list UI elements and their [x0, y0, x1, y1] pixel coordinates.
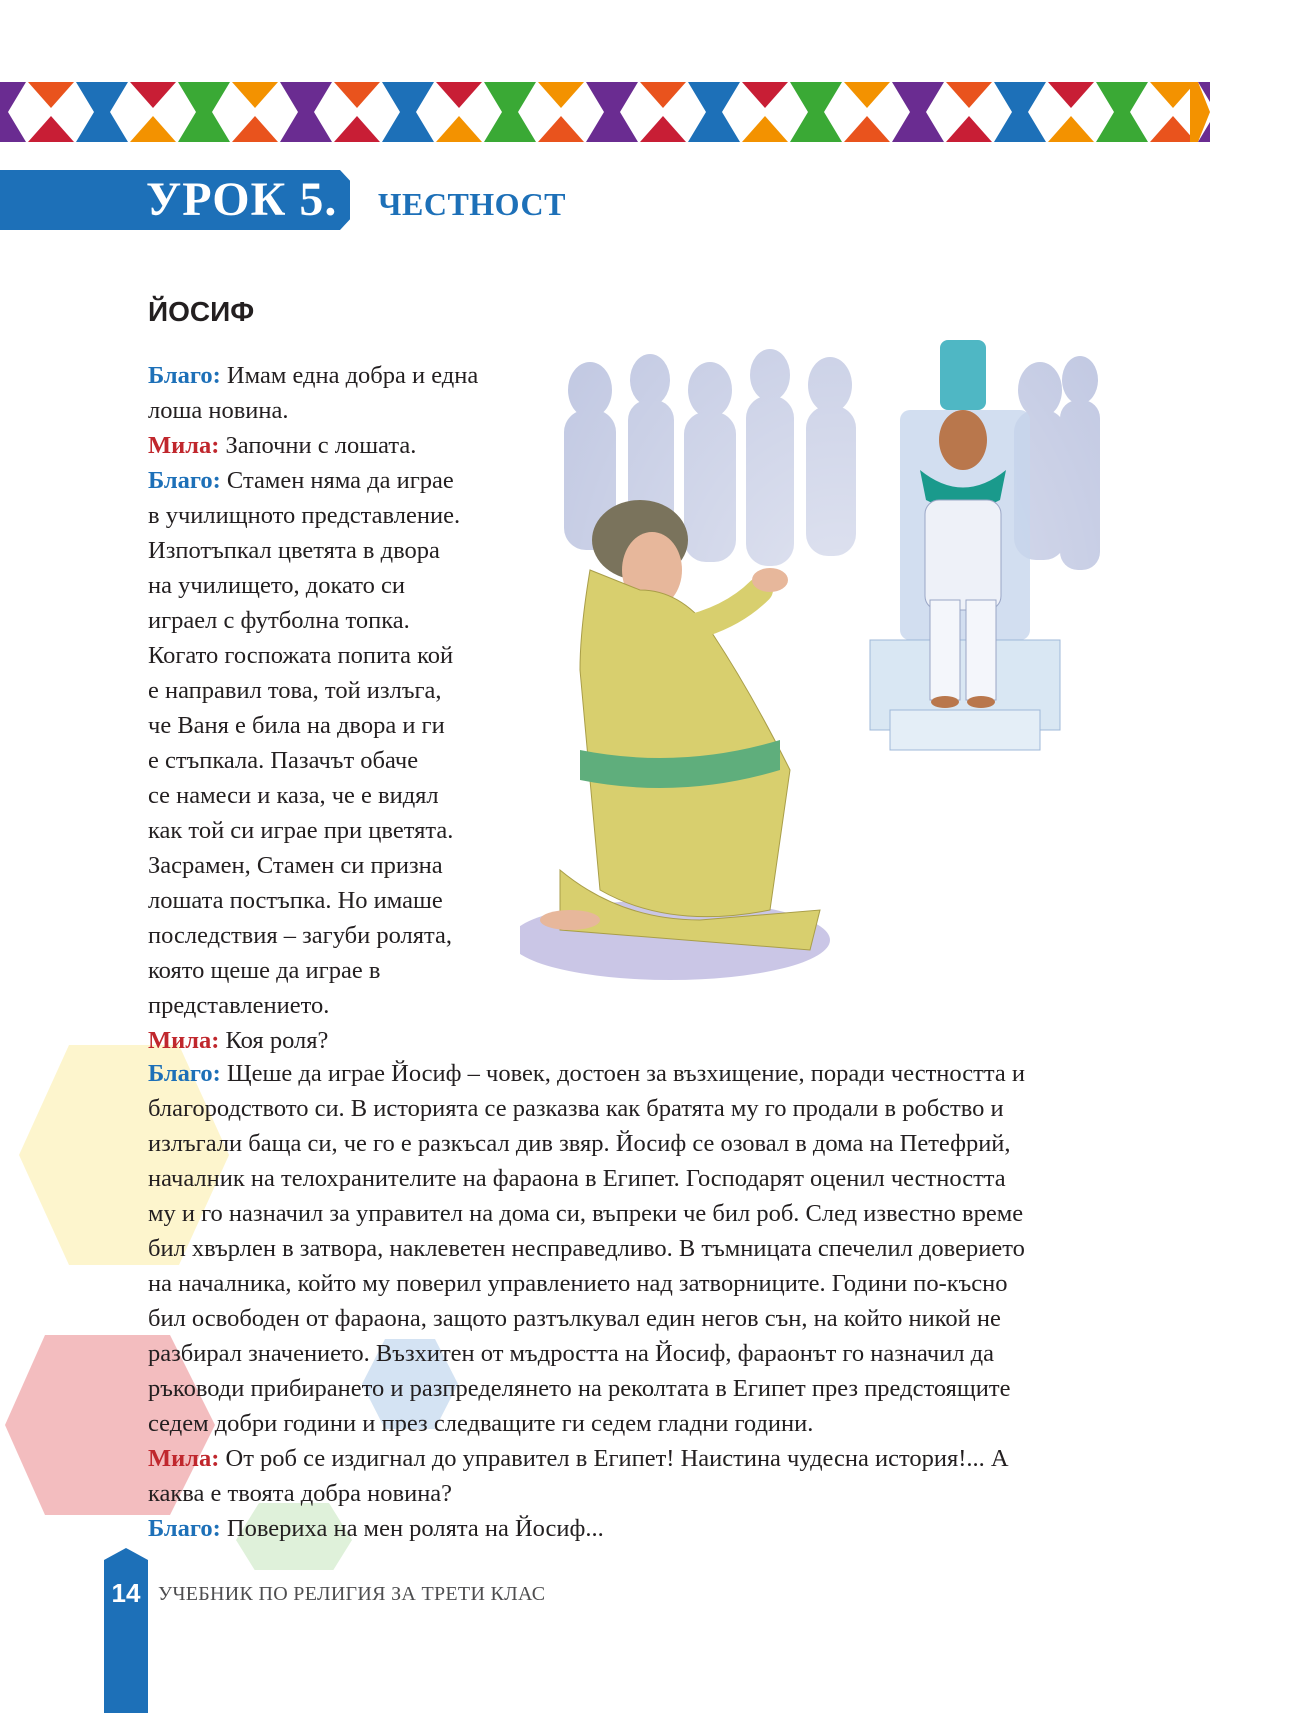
- line-text: Стамен няма да играе: [220, 467, 454, 494]
- banner-segment: [232, 116, 278, 142]
- line-text: играел с футболна топка.: [148, 607, 410, 634]
- line-text: се намеси и каза, че е видял: [148, 782, 439, 809]
- line-text: на училището, докато си: [148, 572, 405, 599]
- decorative-pattern-banner: [0, 82, 1210, 142]
- dialogue-line: [148, 848, 548, 883]
- banner-segment: [436, 116, 482, 142]
- page-number: 14: [111, 1578, 141, 1608]
- speaker-mila: Мила:: [148, 1445, 220, 1472]
- banner-segment: [436, 82, 482, 108]
- lesson-number: УРОК 5.: [146, 173, 338, 226]
- dialogue-line: [148, 1336, 1208, 1371]
- banner-segment: [844, 82, 890, 108]
- line-text: Изпотъпкал цветята в двора: [148, 537, 440, 564]
- dialogue-narrow-column: [148, 358, 548, 1058]
- banner-segment: [742, 82, 788, 108]
- line-text: бил хвърлен в затвора, наклеветен несправедливо. В тъмницата спечелил доверието: [148, 1235, 1025, 1262]
- banner-segment: [102, 82, 128, 142]
- dialogue-line: [148, 988, 548, 1023]
- line-text: Повериха на мен ролята на Йосиф...: [220, 1515, 604, 1542]
- dialogue-line: [148, 918, 548, 953]
- line-text: каква е твоята добра новина?: [148, 1480, 453, 1507]
- dialogue-line: [148, 1441, 1208, 1476]
- line-text: седем добри години и през следващите ги седем гладни години.: [148, 1410, 814, 1437]
- speaker-blago: Благо:: [148, 362, 221, 389]
- line-text: От роб се издигнал до управител в Египет! Наистина чудесна история!... А: [219, 1445, 1009, 1472]
- banner-segment: [586, 82, 612, 142]
- banner-segment: [204, 82, 230, 142]
- line-text: Имам една добра и една: [220, 362, 479, 389]
- banner-segment: [994, 82, 1020, 142]
- line-text: е направил това, той излъга,: [148, 677, 442, 704]
- banner-segment: [28, 116, 74, 142]
- line-text: как той си играе при цветята.: [148, 817, 454, 844]
- dialogue-line: [148, 1266, 1208, 1301]
- speaker-blago: Благо:: [148, 1515, 221, 1542]
- dialogue-line: [148, 1091, 1208, 1126]
- line-text: лоша новина.: [148, 397, 289, 424]
- banner-segment: [178, 82, 204, 142]
- banner-segment: [306, 82, 332, 142]
- dialogue-line: [148, 743, 548, 778]
- banner-segment: [844, 116, 890, 142]
- dialogue-line: [148, 1476, 1208, 1511]
- line-text: лошата постъпка. Но имаше: [148, 887, 443, 914]
- dialogue-line: [148, 883, 548, 918]
- dialogue-line: [148, 1301, 1208, 1336]
- dialogue-line: [148, 1196, 1208, 1231]
- book-title: УЧЕБНИК ПО РЕЛИГИЯ ЗА ТРЕТИ КЛАС: [158, 1583, 546, 1605]
- banner-segment: [640, 116, 686, 142]
- line-text: в училищното представление.: [148, 502, 461, 529]
- banner-segment: [130, 116, 176, 142]
- speaker-mila: Мила:: [148, 1027, 220, 1054]
- dialogue-line: [148, 813, 548, 848]
- banner-segment: [510, 82, 536, 142]
- banner-segment: [612, 82, 638, 142]
- joseph-before-pharaoh-illustration: [520, 330, 1100, 1030]
- banner-segment: [714, 82, 740, 142]
- banner-segment: [408, 82, 434, 142]
- dialogue-line: [148, 533, 548, 568]
- line-text: Щеше да играе Йосиф – човек, достоен за възхищение, поради честността и: [220, 1060, 1025, 1087]
- speaker-mila: Мила:: [148, 432, 220, 459]
- banner-segment: [28, 82, 74, 108]
- dialogue-line: [148, 568, 548, 603]
- speaker-blago: Благо:: [148, 467, 221, 494]
- line-text: началник на телохранителите на фараона в Египет. Господарят оценил честността: [148, 1165, 1006, 1192]
- dialogue-line: [148, 778, 548, 813]
- line-text: му и го назначил за управител на дома си, въпреки че бил роб. След известно време: [148, 1200, 1024, 1227]
- banner-segment: [1020, 82, 1046, 142]
- dialogue-line: [148, 1511, 1208, 1546]
- banner-segment: [1150, 116, 1196, 142]
- line-text: Когато госпожата попита кой: [148, 642, 454, 669]
- banner-segment: [382, 82, 408, 142]
- banner-segment: [130, 82, 176, 108]
- dialogue-line: [148, 1056, 1208, 1091]
- lesson-topic: ЧЕСТНОСТ: [378, 186, 566, 222]
- dialogue-line: [148, 1406, 1208, 1441]
- dialogue-full-width: [148, 1056, 1208, 1546]
- banner-segment: [946, 116, 992, 142]
- dialogue-line: [148, 428, 548, 463]
- banner-segment: [918, 82, 944, 142]
- banner-segment: [334, 82, 380, 108]
- dialogue-line: [148, 393, 548, 428]
- banner-segment: [0, 82, 26, 142]
- dialogue-line: [148, 708, 548, 743]
- dialogue-line: [148, 603, 548, 638]
- line-text: която щеше да играе в: [148, 957, 381, 984]
- banner-segment: [688, 82, 714, 142]
- dialogue-line: [148, 1231, 1208, 1266]
- page-number-tab: [104, 1548, 148, 1713]
- line-text: на началника, който му поверил управлението над затворниците. Години по-късно: [148, 1270, 1008, 1297]
- banner-segment: [1048, 82, 1094, 108]
- banner-segment: [1122, 82, 1148, 142]
- story-title: ЙОСИФ: [148, 296, 255, 327]
- banner-segment: [334, 116, 380, 142]
- line-text: е стъпкала. Пазачът обаче: [148, 747, 419, 774]
- dialogue-line: [148, 953, 548, 988]
- line-text: благородството си. В историята се разказва как братята му го продали в робство и: [148, 1095, 1004, 1122]
- banner-segment: [946, 82, 992, 108]
- banner-segment: [790, 82, 816, 142]
- banner-segment: [538, 82, 584, 108]
- dialogue-line: [148, 1161, 1208, 1196]
- speaker-blago: Благо:: [148, 1060, 221, 1087]
- banner-segment: [232, 82, 278, 108]
- line-text: Коя роля?: [219, 1027, 329, 1054]
- banner-segment: [484, 82, 510, 142]
- banner-segment: [1048, 116, 1094, 142]
- line-text: разбирал значението. Възхитен от мъдростта на Йосиф, фараонът го назначил да: [148, 1340, 995, 1367]
- line-text: бил освободен от фараона, защото разтълкувал един негов сън, на който никой не: [148, 1305, 1001, 1332]
- banner-segment: [640, 82, 686, 108]
- dialogue-line: [148, 358, 548, 393]
- line-text: излъгали баща си, че го е разкъсал див звяр. Йосиф се озовал в дома на Петефрий,: [148, 1130, 1011, 1157]
- dialogue-line: [148, 673, 548, 708]
- banner-segment: [1150, 82, 1196, 108]
- dialogue-line: [148, 638, 548, 673]
- dialogue-line: [148, 498, 548, 533]
- line-text: че Ваня е била на двора и ги: [148, 712, 445, 739]
- dialogue-line: [148, 1371, 1208, 1406]
- line-text: Започни с лошата.: [219, 432, 417, 459]
- dialogue-line: [148, 1126, 1208, 1161]
- banner-segment: [538, 116, 584, 142]
- banner-segment: [742, 116, 788, 142]
- line-text: последствия – загуби ролята,: [148, 922, 453, 949]
- dialogue-line: [148, 1023, 548, 1058]
- line-text: Засрамен, Стамен си призна: [148, 852, 443, 879]
- banner-segment: [76, 82, 102, 142]
- line-text: представлението.: [148, 992, 330, 1019]
- dialogue-line: [148, 463, 548, 498]
- banner-segment: [280, 82, 306, 142]
- banner-segment: [1096, 82, 1122, 142]
- line-text: ръководи прибирането и разпределянето на реколтата в Египет през предстоящите: [148, 1375, 1011, 1402]
- banner-segment: [816, 82, 842, 142]
- banner-segment: [892, 82, 918, 142]
